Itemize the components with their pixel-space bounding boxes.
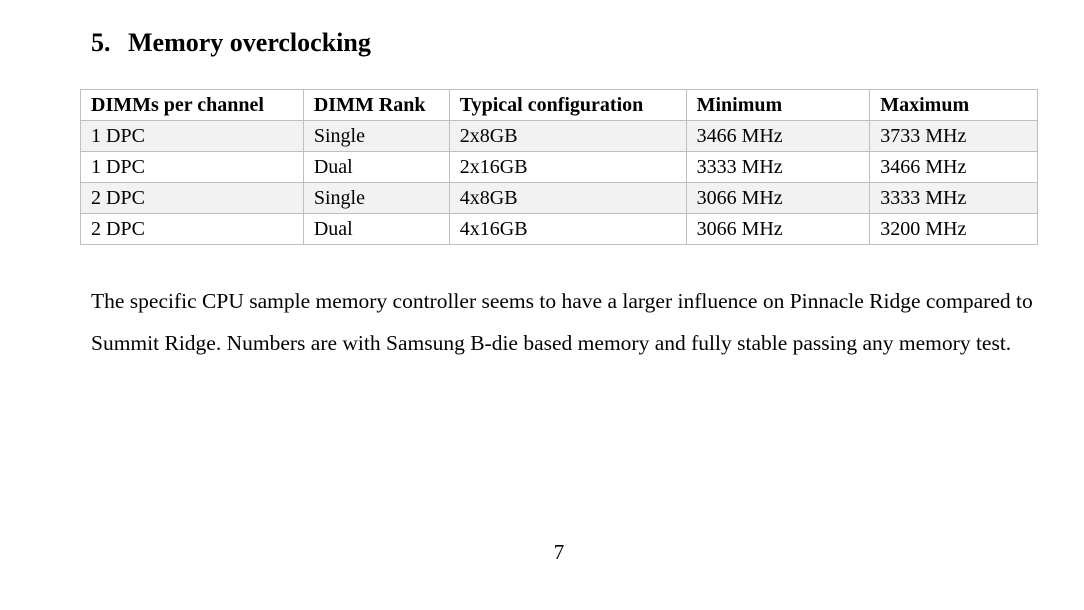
section-number: 5. xyxy=(91,28,111,57)
header-minimum: Minimum xyxy=(686,90,870,121)
cell-maximum: 3200 MHz xyxy=(870,214,1038,245)
cell-maximum: 3333 MHz xyxy=(870,183,1038,214)
cell-dimm-rank: Dual xyxy=(303,152,449,183)
table-header-row xyxy=(81,90,1038,121)
cell-dimm-rank: Single xyxy=(303,121,449,152)
cell-dimms-per-channel: 2 DPC xyxy=(81,214,304,245)
cell-dimm-rank: Single xyxy=(303,183,449,214)
cell-minimum: 3466 MHz xyxy=(686,121,870,152)
table-row xyxy=(81,183,1038,214)
page-number: 7 xyxy=(553,540,565,564)
cell-dimms-per-channel: 2 DPC xyxy=(81,183,304,214)
header-maximum: Maximum xyxy=(870,90,1038,121)
cell-minimum: 3066 MHz xyxy=(686,214,870,245)
body-paragraph: The specific CPU sample memory controller seems to have a larger influence on Pinnacle Ridge compared to Summit Ridge. Numbers are with Samsung B-die based memory and fully stable passing any memory test. xyxy=(91,289,1033,355)
section-heading xyxy=(91,28,371,58)
cell-typical-configuration: 2x8GB xyxy=(449,121,686,152)
cell-typical-configuration: 4x8GB xyxy=(449,183,686,214)
header-typical-configuration: Typical configuration xyxy=(449,90,686,121)
memory-overclocking-table xyxy=(80,89,1038,245)
cell-dimm-rank: Dual xyxy=(303,214,449,245)
cell-minimum: 3333 MHz xyxy=(686,152,870,183)
cell-minimum: 3066 MHz xyxy=(686,183,870,214)
table-row xyxy=(81,121,1038,152)
cell-typical-configuration: 2x16GB xyxy=(449,152,686,183)
cell-dimms-per-channel: 1 DPC xyxy=(81,121,304,152)
table-row xyxy=(81,214,1038,245)
cell-dimms-per-channel: 1 DPC xyxy=(81,152,304,183)
section-title: Memory overclocking xyxy=(128,28,371,57)
cell-maximum: 3466 MHz xyxy=(870,152,1038,183)
header-dimms-per-channel: DIMMs per channel xyxy=(81,90,304,121)
cell-typical-configuration: 4x16GB xyxy=(449,214,686,245)
header-dimm-rank: DIMM Rank xyxy=(303,90,449,121)
cell-maximum: 3733 MHz xyxy=(870,121,1038,152)
table-row xyxy=(81,152,1038,183)
